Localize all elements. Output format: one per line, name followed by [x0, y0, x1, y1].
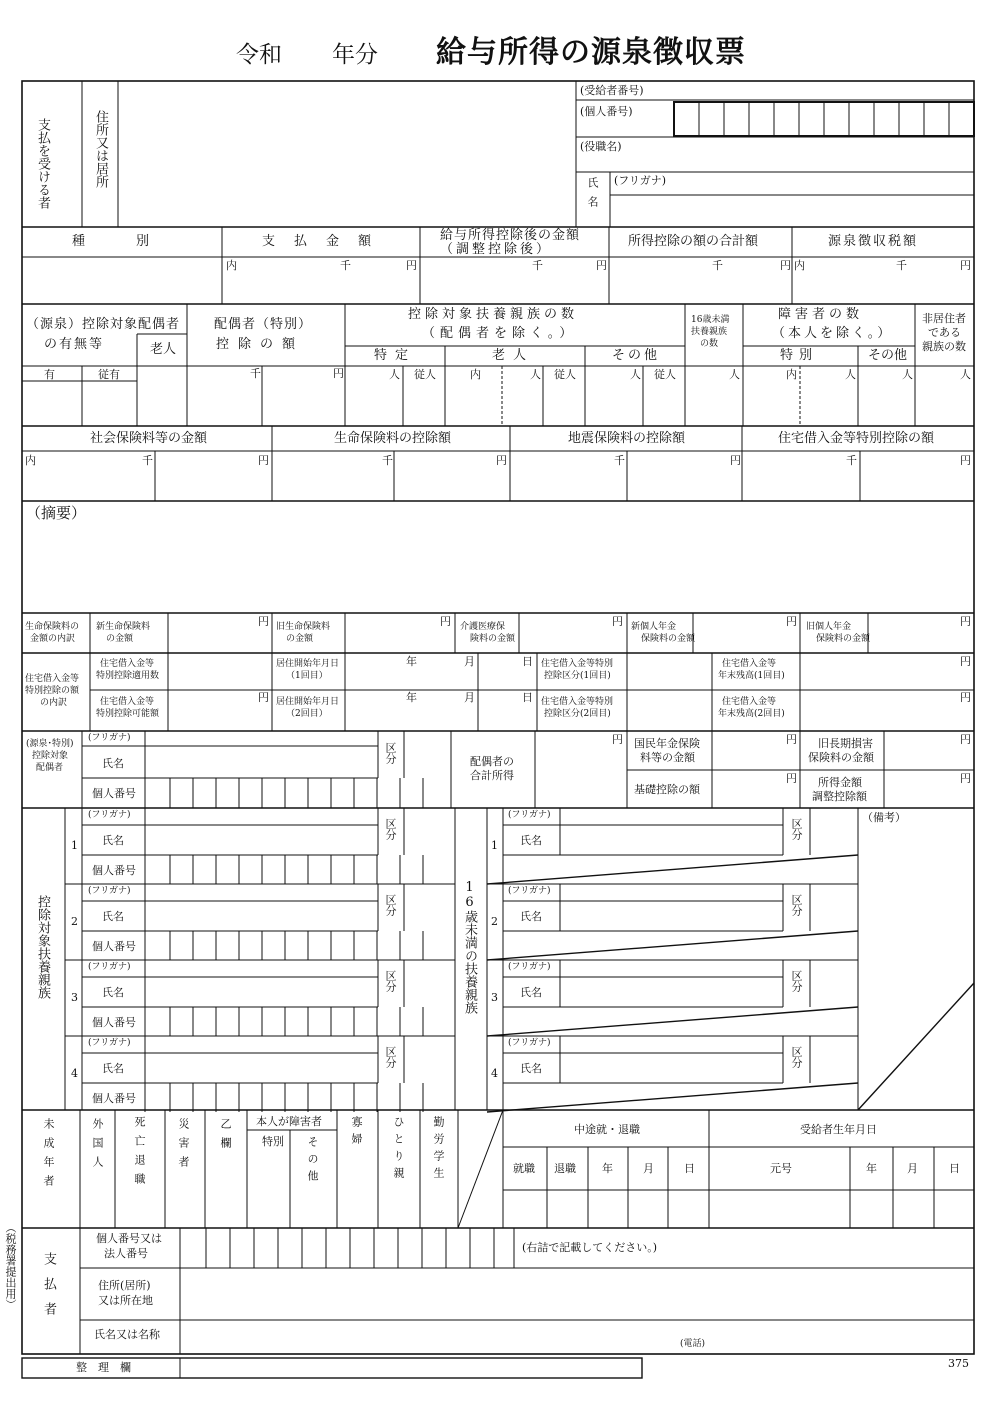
spouse-unit: 円 [960, 772, 971, 785]
housing-label: 居住開始年月日 [276, 659, 340, 669]
right-align-note: (右詰で記載してください。) [522, 1241, 658, 1254]
deduction-unit: 円 [496, 454, 507, 467]
dep-unit: 人 [902, 368, 913, 381]
amount-unit: 千 [532, 259, 543, 272]
status-label: 災害者 [177, 1118, 190, 1175]
housing-label: 控除区分(2回目) [544, 709, 611, 719]
dep-unit: 内 [470, 368, 481, 381]
dep-number: 4 [71, 1067, 78, 1080]
deduction-unit: 内 [25, 454, 36, 467]
housing-label: 特別控除可能額 [96, 709, 160, 719]
housing-label: 居住開始年月日 [276, 697, 340, 707]
spouse-title: (源泉･特別) [26, 739, 74, 749]
under16-kubun: 区分 [790, 1046, 803, 1068]
basic-deduction-label: 基礎控除の額 [634, 783, 700, 796]
pension-label: 国民年金保険 [634, 737, 700, 750]
life-unit: 円 [786, 615, 797, 628]
payer-address-label-1: 住所(居所) [98, 1279, 151, 1292]
dep-kubun: 区分 [384, 970, 397, 992]
deduction-unit: 千 [142, 454, 153, 467]
under16-label-1: 16歳未満 [691, 315, 730, 325]
housing-unit: 日 [522, 691, 533, 704]
under16-furigana: (フリガナ) [508, 886, 551, 896]
dep-number-label: 個人番号 [92, 864, 136, 877]
housing-unit: 円 [258, 691, 269, 704]
status-label: 勤労学生 [432, 1116, 445, 1184]
spouse-income: 配偶者の [470, 755, 514, 768]
disabled-other-label: その他 [868, 348, 908, 363]
birth-label: 受給者生年月日 [800, 1123, 877, 1136]
housing-detail-title: の内訳 [40, 698, 68, 708]
life-unit: 円 [612, 615, 623, 628]
self-disabled-special: 特別 [262, 1135, 284, 1148]
dep-furigana: (フリガナ) [88, 1038, 131, 1048]
disabled-excl-label: （本人を除く。） [772, 326, 894, 341]
recipient-number-label: (受給者番号) [580, 84, 644, 97]
life-detail-label: 新個人年金 [631, 622, 677, 632]
seiri-label: 整 理 欄 [76, 1361, 131, 1374]
special-spouse-label-2: 控除の額 [216, 337, 305, 352]
life-detail-title-1: 生命保険料の [25, 622, 80, 632]
under16-number: 4 [491, 1067, 498, 1080]
tax-office-copy-label: （税務署提出用） [4, 1222, 17, 1310]
other-label: その他 [612, 348, 661, 363]
dep-kubun: 区分 [384, 1046, 397, 1068]
under16-name: 氏名 [520, 834, 542, 847]
deduction-unit: 円 [730, 454, 741, 467]
housing-detail-title: 住宅借入金等 [25, 674, 80, 684]
dependents-excl-label: （配偶者を除く。） [422, 326, 578, 341]
elderly-label: 老人 [492, 348, 535, 363]
dep-unit: 人 [845, 368, 856, 381]
dep-kubun: 区分 [384, 894, 397, 916]
housing-unit: 円 [960, 691, 971, 704]
disabled-count-label: 障害者の数 [778, 307, 864, 322]
recipient-section-label: 支払を受ける者 [35, 118, 50, 209]
under16-furigana: (フリガナ) [508, 1038, 551, 1048]
spouse-title: 配偶者 [36, 763, 64, 773]
shushoku-label: 就職 [513, 1162, 535, 1175]
taishoku-label: 退職 [554, 1162, 576, 1175]
payer-label: 支払者 [41, 1252, 56, 1327]
dep-unit: 円 [333, 367, 344, 380]
under16-kubun: 区分 [790, 894, 803, 916]
housing-unit: 月 [464, 655, 475, 668]
status-label: ひとり親 [392, 1116, 405, 1184]
housing-label: 特別控除適用数 [96, 671, 160, 681]
dep-furigana: (フリガナ) [88, 810, 131, 820]
status-label: 寡婦 [350, 1116, 363, 1150]
under16-block-title: 16歳未満の扶養親族 [462, 880, 477, 1014]
under16-kubun: 区分 [790, 970, 803, 992]
birth-tsuki: 月 [907, 1162, 918, 1175]
amount-unit: 円 [780, 259, 791, 272]
housing-unit: 年 [406, 655, 417, 668]
spouse-label-1: （源泉）控除対象配偶者 [26, 317, 181, 332]
status-label: 死亡退職 [133, 1116, 146, 1192]
deduction-unit: 千 [382, 454, 393, 467]
status-tsuki: 月 [643, 1162, 654, 1175]
status-label: 未成年者 [42, 1118, 55, 1194]
biko-label: （備考） [862, 811, 906, 824]
housing-label: 住宅借入金等 [100, 659, 155, 669]
payer-address-label-2: 又は所在地 [98, 1294, 153, 1307]
dep-unit: 従人 [554, 368, 576, 381]
under16-kubun: 区分 [790, 818, 803, 840]
amount-unit: 内 [794, 259, 805, 272]
total-deduction-header: 所得控除の額の合計額 [628, 234, 759, 249]
housing-label: 住宅借入金等 [100, 697, 155, 707]
dep-number: 2 [71, 915, 78, 928]
amount-unit: 千 [340, 259, 351, 272]
birth-nen: 年 [866, 1162, 877, 1175]
social-insurance-header: 社会保険料等の金額 [90, 431, 208, 446]
status-label: 乙欄 [219, 1118, 232, 1156]
spouse-unit: 円 [786, 733, 797, 746]
nonresident-label-2: である [928, 326, 961, 339]
amount-unit: 円 [960, 259, 971, 272]
amount-unit: 千 [896, 259, 907, 272]
life-detail-label: 険料の金額 [470, 634, 516, 644]
under16-number: 3 [491, 991, 498, 1004]
life-detail-title-2: 金額の内訳 [30, 634, 76, 644]
dependents-block-title: 控除対象扶養親族 [35, 895, 50, 999]
deduction-unit: 千 [846, 454, 857, 467]
spouse-unit: 円 [612, 733, 623, 746]
tokutei-label: 特定 [374, 348, 417, 363]
under16-label-3: の数 [700, 339, 719, 349]
dep-number: 3 [71, 991, 78, 1004]
life-detail-label: 旧個人年金 [806, 622, 852, 632]
under16-name: 氏名 [520, 1062, 542, 1075]
spouse-furigana: (フリガナ) [88, 733, 131, 743]
dep-number: 1 [71, 839, 78, 852]
life-insurance-header: 生命保険料の控除額 [334, 431, 452, 446]
personal-number-label: (個人番号) [580, 105, 633, 118]
spouse-label-2: の有無等 [44, 337, 105, 352]
old-long-label: 旧長期損害 [818, 737, 873, 750]
type-header: 種 別 [72, 234, 153, 249]
spouse-income: 合計所得 [470, 769, 514, 782]
rojin-label: 老人 [150, 342, 177, 357]
era-label: 令和 [236, 42, 282, 68]
housing-detail-title: 特別控除の額 [25, 686, 80, 696]
dep-name: 氏名 [102, 834, 124, 847]
gengo-label: 元号 [770, 1162, 792, 1175]
address-label: 住所又は居所 [93, 110, 108, 188]
dep-number-label: 個人番号 [92, 940, 136, 953]
dep-unit: 人 [630, 368, 641, 381]
status-nen: 年 [602, 1162, 613, 1175]
disabled-special-label: 特別 [780, 348, 819, 363]
dep-name: 氏名 [102, 910, 124, 923]
dep-unit: 従人 [414, 368, 436, 381]
housing-unit: 円 [960, 655, 971, 668]
year-suffix: 年分 [332, 42, 378, 68]
life-detail-label: 保険料の金額 [816, 634, 871, 644]
self-disabled-label: 本人が障害者 [256, 1115, 322, 1128]
status-hi: 日 [684, 1162, 695, 1175]
housing-label: 住宅借入金等特別 [541, 659, 614, 669]
life-detail-label: 旧生命保険料 [276, 622, 331, 632]
adjust-label: 調整控除額 [812, 790, 867, 803]
midway-label: 中途就・退職 [574, 1123, 640, 1136]
dep-kubun: 区分 [384, 818, 397, 840]
spouse-name: 氏名 [102, 757, 124, 770]
birth-hi: 日 [949, 1162, 960, 1175]
deduction-unit: 円 [258, 454, 269, 467]
amount-unit: 千 [712, 259, 723, 272]
housing-label: 住宅借入金等特別 [541, 697, 614, 707]
job-title-label: (役職名) [580, 140, 622, 153]
old-long-label: 保険料の金額 [808, 751, 874, 764]
pension-label: 料等の金額 [640, 751, 695, 764]
after-deduction-header: 給与所得控除後の金額 [440, 228, 581, 243]
withholding-header: 源泉徴収税額 [828, 234, 919, 249]
housing-label: （2回目） [286, 709, 328, 719]
amount-unit: 円 [406, 259, 417, 272]
dep-name: 氏名 [102, 986, 124, 999]
under16-furigana: (フリガナ) [508, 962, 551, 972]
adjusted-header: （調整控除後） [440, 242, 553, 257]
housing-unit: 年 [406, 691, 417, 704]
amount-unit: 内 [226, 259, 237, 272]
housing-unit: 月 [464, 691, 475, 704]
dep-name: 氏名 [102, 1062, 124, 1075]
life-unit: 円 [960, 615, 971, 628]
dep-unit: 人 [389, 368, 400, 381]
special-spouse-label-1: 配偶者（特別） [214, 317, 313, 332]
dep-unit: 千 [250, 367, 261, 380]
name-label: 氏名 [586, 177, 599, 215]
dep-unit: 人 [530, 368, 541, 381]
payer-name-label: 氏名又は名称 [94, 1328, 160, 1341]
under16-name: 氏名 [520, 986, 542, 999]
life-detail-label: 保険料の金額 [641, 634, 696, 644]
earthquake-insurance-header: 地震保険料の控除額 [568, 431, 686, 446]
telephone-label: (電話) [680, 1339, 706, 1349]
housing-loan-header: 住宅借入金等特別控除の額 [778, 431, 935, 446]
housing-label: 住宅借入金等 [722, 697, 777, 707]
life-detail-label: の金額 [286, 634, 314, 644]
payer-number-label-1: 個人番号又は [96, 1232, 162, 1245]
form-number: 375 [948, 1357, 969, 1370]
under16-number: 1 [491, 839, 498, 852]
housing-label: 住宅借入金等 [722, 659, 777, 669]
life-detail-label: 新生命保険料 [96, 622, 151, 632]
dep-number-label: 個人番号 [92, 1016, 136, 1029]
spouse-unit: 円 [786, 772, 797, 785]
deduction-unit: 円 [960, 454, 971, 467]
housing-label: 年末残高(2回目) [718, 709, 785, 719]
spouse-title: 控除対象 [32, 751, 69, 761]
dep-unit: 従人 [654, 368, 676, 381]
under16-label-2: 扶養親族 [691, 327, 728, 337]
spouse-unit: 円 [960, 733, 971, 746]
ari-label: 有 [44, 368, 55, 381]
payment-header: 支 払 金 額 [262, 234, 375, 249]
life-unit: 円 [258, 615, 269, 628]
remarks-label: （摘要） [26, 504, 87, 522]
nonresident-label-1: 非居住者 [922, 312, 966, 325]
dep-unit: 内 [786, 368, 797, 381]
deduction-unit: 千 [614, 454, 625, 467]
life-unit: 円 [440, 615, 451, 628]
life-detail-label: 介護医療保 [460, 622, 506, 632]
spouse-number: 個人番号 [92, 787, 136, 800]
under16-name: 氏名 [520, 910, 542, 923]
under16-number: 2 [491, 915, 498, 928]
nonresident-label-3: 親族の数 [922, 340, 966, 353]
payer-number-label-2: 法人番号 [104, 1247, 148, 1260]
dep-unit: 人 [960, 368, 971, 381]
housing-label: 控除区分(1回目) [544, 671, 611, 681]
juari-label: 従有 [98, 368, 120, 381]
amount-unit: 円 [596, 259, 607, 272]
adjust-label: 所得金額 [818, 776, 862, 789]
dep-number-label: 個人番号 [92, 1092, 136, 1105]
dep-furigana: (フリガナ) [88, 886, 131, 896]
spouse-kubun: 区分 [384, 742, 397, 764]
life-detail-label: の金額 [106, 634, 134, 644]
housing-unit: 日 [522, 655, 533, 668]
under16-furigana: (フリガナ) [508, 810, 551, 820]
status-label: その他 [306, 1136, 319, 1187]
housing-label: 年末残高(1回目) [718, 671, 785, 681]
furigana-label: (フリガナ) [614, 174, 667, 187]
page-title: 給与所得の源泉徴収票 [436, 35, 746, 70]
dep-furigana: (フリガナ) [88, 962, 131, 972]
dependents-count-label: 控除対象扶養親族の数 [408, 307, 579, 322]
dep-unit: 人 [729, 368, 740, 381]
status-label: 外国人 [91, 1118, 104, 1175]
housing-label: （1回目） [286, 671, 328, 681]
